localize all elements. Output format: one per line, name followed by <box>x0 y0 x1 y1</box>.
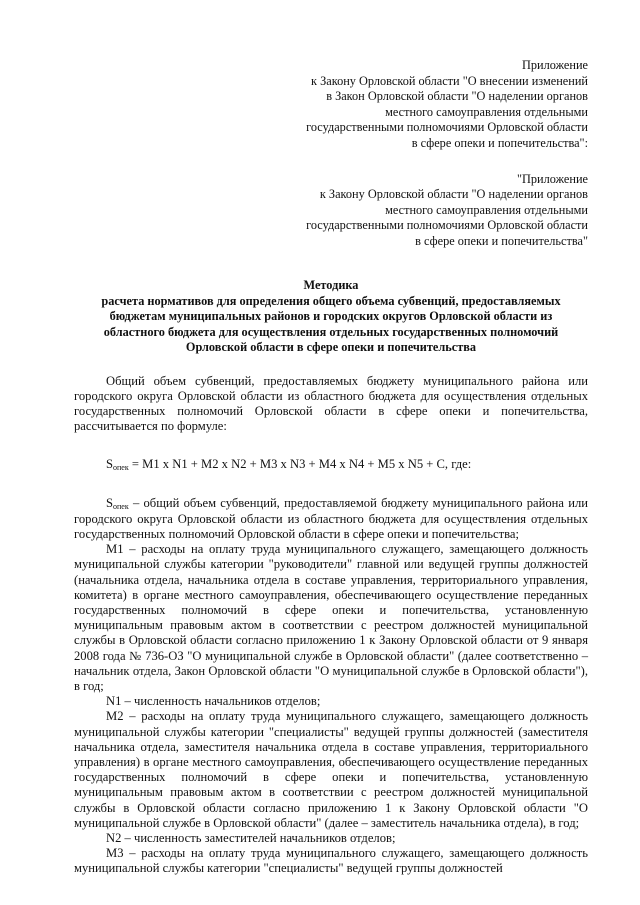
formula-subscript: опек <box>113 463 129 473</box>
subvention-formula <box>74 457 588 473</box>
appendix-line: в сфере опеки и попечительства": <box>411 135 588 150</box>
document-body <box>74 374 588 877</box>
definition-symbol: S <box>106 495 114 510</box>
appendix-header-base-law <box>74 172 588 250</box>
title-line: областного бюджета для осуществления отдельных государственных полномочий <box>103 324 559 339</box>
appendix-line: государственными полномочиями Орловской области <box>306 120 588 135</box>
appendix-header-amending-law <box>74 58 588 152</box>
definition-m1: M1 – расходы на оплату труда муниципального служащего, замещающего должность муниципальной службы категории "руководители" главной или ведущей группы должностей (начальника отдела, начальника отдела в составе управления, территориального управления, комитета) в органе местного самоуправления, обеспечивающего осуществление переданных государственных полномочий в сфере опеки и попечительства, установленную муниципальным правовым актом в соответствии с реестром должностей муниципальной службы в Орловской области согласно приложению 1 к Закону Орловской области от 9 января 2008 года № 736-ОЗ "О муниципальной службе в Орловской области" (далее соответственно – начальник отдела, Закон Орловской области "О муниципальной службе в Орловской области"), в год; <box>74 542 588 694</box>
definition-s-total <box>74 496 588 543</box>
appendix-line: к Закону Орловской области "О наделении органов <box>319 187 588 202</box>
appendix-line: Приложение <box>522 58 588 72</box>
appendix-line: к Закону Орловской области "О внесении изменений <box>311 73 588 88</box>
definition-text: – общий объем субвенций, предоставляемой бюджету муниципального района или городского округа Орловской области из областного бюджета для осуществления отдельных государственных полномочий Орловской области в сфере опеки и попечительства; <box>74 495 588 541</box>
definition-m3: M3 – расходы на оплату труда муниципального служащего, замещающего должность муниципальной службы категории "специалисты" ведущей группы должностей <box>74 846 588 876</box>
definition-subscript: опек <box>113 501 129 511</box>
title-subtitle <box>74 294 588 356</box>
definition-n2: N2 – численность заместителей начальников отделов; <box>106 831 396 846</box>
formula-symbol: S <box>106 457 114 472</box>
appendix-line: в Закон Орловской области "О наделении органов <box>326 89 588 104</box>
title-line: бюджетам муниципальных районов и городских округов Орловской области из <box>109 309 553 324</box>
appendix-line: местного самоуправления отдельными <box>385 202 588 217</box>
appendix-line: в сфере опеки и попечительства" <box>415 233 588 248</box>
title-line: расчета нормативов для определения общего объема субвенций, предоставляемых <box>101 293 561 308</box>
document-title <box>74 278 588 356</box>
appendix-line: государственными полномочиями Орловской области <box>306 218 588 233</box>
title-heading: Методика <box>303 277 359 292</box>
formula-expression: = M1 x N1 + M2 x N2 + M3 x N3 + M4 x N4 + M5 x N5 + C, где: <box>128 457 472 472</box>
definition-n1: N1 – численность начальников отделов; <box>106 694 321 709</box>
definition-m2: M2 – расходы на оплату труда муниципального служащего, замещающего должность муниципальной службы категории "специалисты" ведущей группы должностей (заместителя начальника отдела, заместителя начальника отдела в составе управления, территориального управления) в органе местного самоуправления, обеспечивающего осуществление переданных государственных полномочий в сфере опеки и попечительства, установленную муниципальным правовым актом в соответствии с реестром должностей муниципальной службы в Орловской области согласно приложению 1 к Закону Орловской области "О муниципальной службе в Орловской области" (далее – заместитель начальника отдела), в год; <box>74 709 588 830</box>
title-line: Орловской области в сфере опеки и попечительства <box>185 340 477 355</box>
intro-paragraph: Общий объем субвенций, предоставляемых бюджету муниципального района или городского округа Орловской области из областного бюджета для осуществления отдельных государственных полномочий Орловской области в сфере опеки и попечительства, рассчитывается по формуле: <box>74 373 588 434</box>
appendix-line: "Приложение <box>516 171 588 186</box>
appendix-line: местного самоуправления отдельными <box>385 104 588 119</box>
